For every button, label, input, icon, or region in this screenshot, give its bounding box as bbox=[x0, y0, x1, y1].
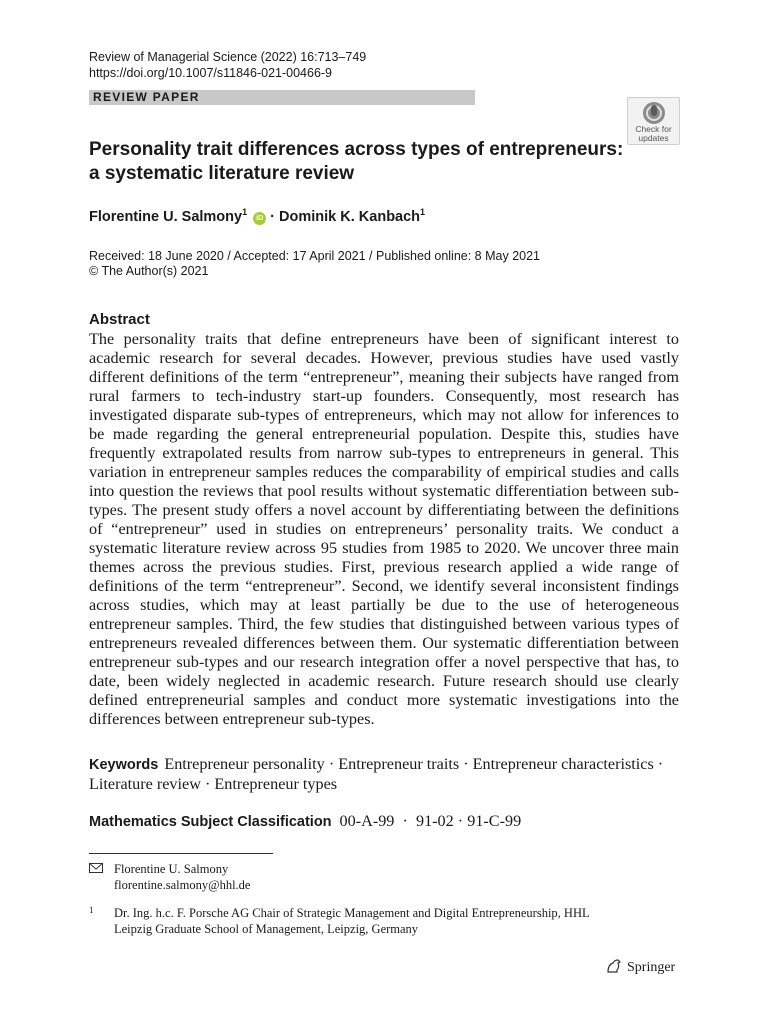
author-name[interactable]: Dominik K. Kanbach bbox=[279, 208, 421, 225]
affiliation-number: 1 bbox=[89, 905, 94, 915]
copyright-notice: © The Author(s) 2021 bbox=[89, 264, 209, 278]
history-dates: Received: 18 June 2020 / Accepted: 17 April 2021 / Published online: 8 May 2021 bbox=[89, 249, 541, 263]
abstract-text: The personality traits that define entrepreneurs have been of significant interest to academic research for several decades. However, previous studies have used vastly different definitions of the term “entrepreneur”, meaning their subjects have ranged from rural farmers to tech-industry start-up founders. Consequently, most research has investigated disparate sub-types of entrepreneurs, which may not allow for inferences to be made regarding the general entrepreneurial population. Despite this, studies have frequently extrapolated results from narrow sub-types to entrepreneurs in general. This variation in entrepreneur samples reduces the comparability of empirical studies and calls into question the reviews that pool results without systematic differentiation between sub-types. The present study offers a novel account by differentiating between the definitions of “entrepreneur” used in studies on entrepreneurs’ personality traits. We conduct a systematic literature review across 95 studies from 1985 to 2020. We uncover three main themes across the previous studies. First, previous research applied a wide range of definitions of the term “entrepreneur”. Second, we identify several inconsistent findings across studies, which may at least partially be due to the use of heterogeneous entrepreneur samples. Third, the few studies that distinguished between various types of entrepreneurs revealed differences between them. Our systematic differentiation between entrepreneur sub-types and our research integration offer a novel perspective that has, to date, been widely neglected in academic research. Future research should use clearly defined entrepreneurial samples and conduct more systematic investigations into the differences between entrepreneur sub-types. bbox=[89, 330, 679, 728]
keywords-label: Keywords bbox=[89, 757, 159, 773]
author-list bbox=[89, 207, 425, 225]
check-updates-icon bbox=[642, 101, 666, 125]
doi-link[interactable]: https://doi.org/10.1007/s11846-021-00466-9 bbox=[89, 66, 333, 80]
journal-citation: Review of Managerial Science (2022) 16:713–749 bbox=[89, 50, 367, 64]
keywords-section bbox=[89, 755, 679, 794]
affiliation-footnote bbox=[89, 905, 679, 937]
corresponding-author bbox=[89, 861, 250, 893]
article-type-label: REVIEW PAPER bbox=[93, 90, 200, 104]
abstract-heading: Abstract bbox=[89, 311, 150, 328]
footnote-divider bbox=[89, 853, 273, 854]
corresponding-name: Florentine U. Salmony bbox=[114, 862, 229, 876]
title-line-1: Personality trait differences across types of entrepreneurs: bbox=[89, 139, 624, 160]
affiliation-line-2: Leipzig Graduate School of Management, Leipzig, Germany bbox=[114, 922, 419, 936]
paper-title bbox=[89, 138, 649, 186]
orcid-icon[interactable]: iD bbox=[253, 212, 266, 225]
affiliation-line-1: Dr. Ing. h.c. F. Porsche AG Chair of Strategic Management and Digital Entrepreneurship, HHL bbox=[114, 906, 590, 920]
check-updates-line2: updates bbox=[638, 133, 669, 143]
journal-header bbox=[89, 49, 366, 81]
msc-label: Mathematics Subject Classification bbox=[89, 814, 332, 830]
msc-section bbox=[89, 812, 521, 831]
author-affiliation-mark: 1 bbox=[242, 207, 248, 217]
envelope-icon bbox=[89, 863, 103, 873]
author-affiliation-mark: 1 bbox=[420, 207, 426, 217]
author-separator: · bbox=[270, 208, 276, 225]
keywords-text: Entrepreneur personality · Entrepreneur traits · Entrepreneur characteristics · Literature review · Entrepreneur types bbox=[89, 755, 664, 793]
springer-horse-icon bbox=[605, 958, 623, 974]
publisher-name: Springer bbox=[627, 960, 676, 975]
article-type-bar bbox=[89, 90, 475, 105]
publication-dates bbox=[89, 249, 540, 279]
check-updates-line1: Check for bbox=[635, 124, 672, 134]
corresponding-email[interactable]: florentine.salmony@hhl.de bbox=[114, 878, 251, 892]
author-name[interactable]: Florentine U. Salmony bbox=[89, 208, 243, 225]
publisher-logo bbox=[605, 958, 675, 976]
title-line-2: a systematic literature review bbox=[89, 163, 355, 184]
msc-codes: 00-A-99 · 91-02 · 91-C-99 bbox=[339, 812, 522, 830]
